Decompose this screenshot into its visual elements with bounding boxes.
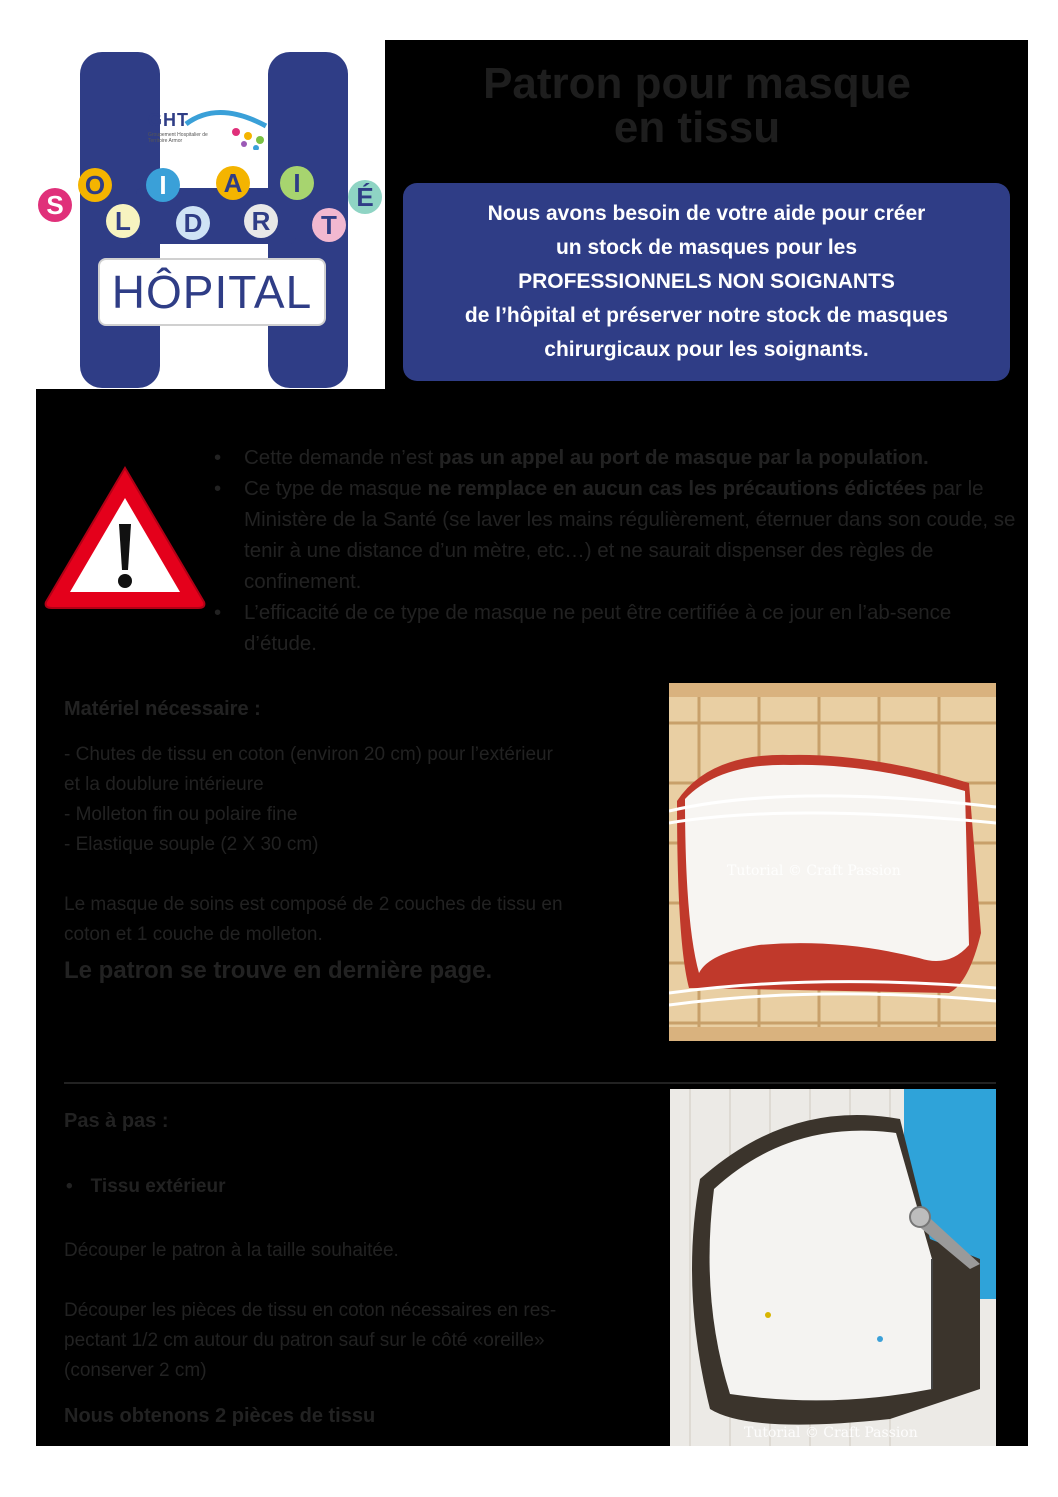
- ght-text: GHT: [148, 110, 189, 130]
- materiel-heading: Matériel nécessaire :: [64, 698, 261, 720]
- composition-line: coton et 1 couche de molleton.: [64, 924, 323, 945]
- warning-item: • Cette demande n’est pas un appel au port de masque par la population.: [214, 442, 1028, 473]
- composition-text: [64, 890, 664, 950]
- solidarite-letter: S: [38, 188, 72, 222]
- warning-triangle-icon: [40, 462, 210, 612]
- composition-line: Le masque de soins est composé de 2 couches de tissu en: [64, 894, 563, 915]
- callout-line: chirurgicaux pour les soignants.: [544, 338, 869, 361]
- title-line: Patron pour masque: [483, 59, 911, 108]
- callout-line: un stock de masques pour les: [555, 236, 858, 259]
- ght-subtitle: Groupement Hospitalier de Territoire Armor: [148, 132, 208, 144]
- callout-line: PROFESSIONNELS NON SOIGNANTS: [518, 270, 895, 293]
- solidarite-letter: É: [348, 180, 382, 214]
- section-divider: [64, 1082, 996, 1084]
- cutting-photo: [670, 1089, 996, 1446]
- page-title: [412, 59, 982, 152]
- solidarite-letter: I: [146, 168, 180, 202]
- solidarite-letter: O: [78, 168, 112, 202]
- mask-photo-caption: Tutorial © Craft Passion: [727, 863, 901, 879]
- solidarite-letter: R: [244, 204, 278, 238]
- cutting-photo-caption: Tutorial © Craft Passion: [744, 1425, 918, 1441]
- materiel-line: - Elastique souple (2 X 30 cm): [64, 834, 319, 855]
- step-instruction-1: Découper le patron à la taille souhaitée.: [64, 1240, 399, 1261]
- materiel-line: - Chutes de tissu en coton (environ 20 cm) pour l’extérieur: [64, 744, 553, 765]
- warning-item: • L’efficacité de ce type de masque ne peut être certifiée à ce jour en l’ab-sence d’étude.: [214, 597, 1028, 659]
- steps-result: Nous obtenons 2 pièces de tissu: [64, 1405, 376, 1427]
- solidarite-letter: T: [312, 208, 346, 242]
- warning-list: [214, 442, 1028, 659]
- steps-sub-item: • Tissu extérieur: [66, 1176, 226, 1197]
- steps-heading: Pas à pas :: [64, 1110, 169, 1132]
- ght-logo: [148, 106, 268, 150]
- title-line: en tissu: [613, 103, 781, 152]
- instruction-line: pectant 1/2 cm autour du patron sauf sur le côté «oreille»: [64, 1330, 545, 1351]
- hopital-label: HÔPITAL: [98, 258, 326, 326]
- materiel-list: [64, 740, 664, 860]
- materiel-line: et la doublure intérieure: [64, 774, 264, 795]
- instruction-line: Découper les pièces de tissu en coton nécessaires en res-: [64, 1300, 557, 1321]
- instruction-line: (conserver 2 cm): [64, 1360, 207, 1381]
- mask-photo: [669, 683, 996, 1041]
- solidarite-letter: L: [106, 204, 140, 238]
- solidarite-letter: A: [216, 166, 250, 200]
- solidarite-hopital-logo: [36, 40, 385, 389]
- callout-line: de l’hôpital et préserver notre stock de masques: [464, 304, 949, 327]
- solidarite-letter: I: [280, 166, 314, 200]
- step-instruction-2: [64, 1296, 664, 1386]
- pattern-note: Le patron se trouve en dernière page.: [64, 957, 493, 984]
- help-callout: [403, 183, 1010, 381]
- callout-line: Nous avons besoin de votre aide pour créer: [487, 202, 926, 225]
- solidarite-letter: D: [176, 206, 210, 240]
- warning-item: • Ce type de masque ne remplace en aucun cas les précautions édictées par le Ministère de la Santé (se laver les mains régulièrement, éternuer dans son coude, se tenir à une distance d’un mètre, etc…) et ne saurait dispenser des règles de confinement.: [214, 473, 1028, 597]
- materiel-line: - Molleton fin ou polaire fine: [64, 804, 298, 825]
